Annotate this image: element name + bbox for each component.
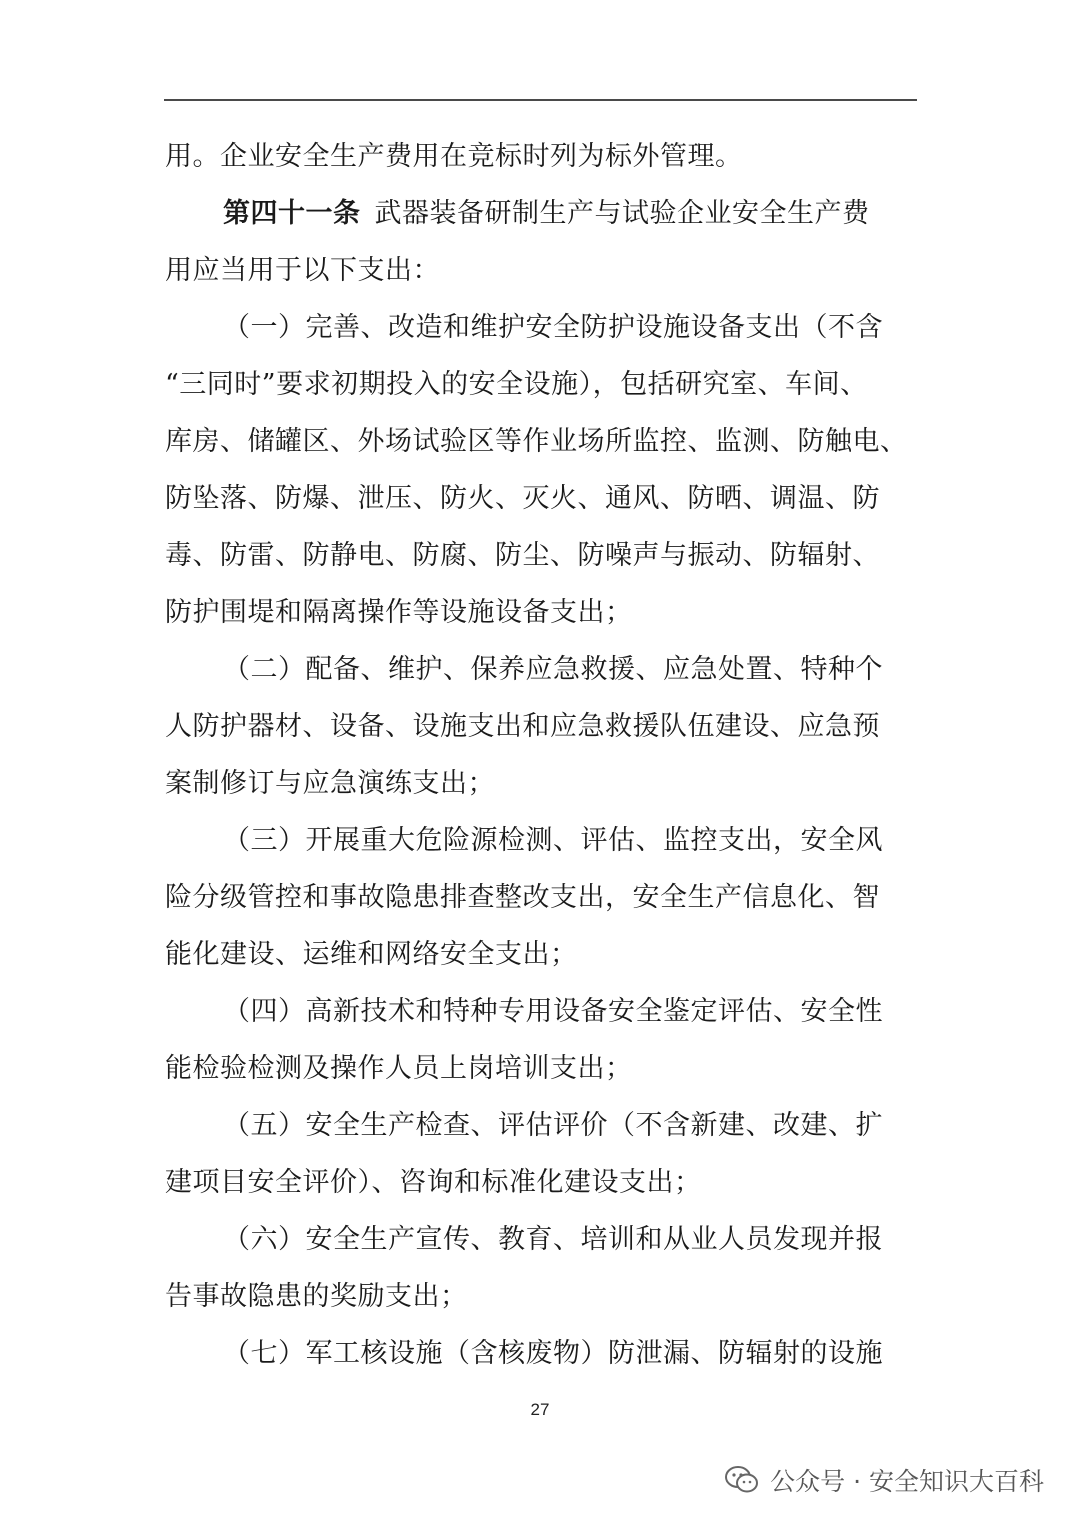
watermark-text: 公众号 · 安全知识大百科 — [770, 1467, 1044, 1496]
line-text: 能检验检测及操作人员上岗培训支出； — [165, 1053, 633, 1084]
text-line — [165, 185, 917, 242]
line-text: 防坠落、防爆、泄压、防火、灭火、通风、防晒、调温、防 — [165, 483, 880, 514]
text-line — [165, 983, 917, 1040]
line-text: （二）配备、维护、保养应急救援、应急处置、特种个 — [223, 654, 883, 685]
text-line — [165, 584, 917, 641]
text-line — [165, 755, 917, 812]
article-number: 第四十一条 — [223, 198, 361, 229]
line-text: 库房、储罐区、外场试验区等作业场所监控、监测、防触电、 — [165, 426, 908, 457]
text-line — [165, 242, 917, 299]
text-line — [165, 128, 917, 185]
line-text: 建项目安全评价）、咨询和标准化建设支出； — [165, 1167, 702, 1198]
text-line — [165, 1097, 917, 1154]
line-text: 能化建设、运维和网络安全支出； — [165, 939, 578, 970]
line-text: 用。企业安全生产费用在竞标时列为标外管理。 — [165, 141, 743, 172]
text-line — [165, 1211, 917, 1268]
document-body — [165, 128, 917, 1382]
line-text: 防护围堤和隔离操作等设施设备支出； — [165, 597, 633, 628]
text-line — [165, 1040, 917, 1097]
line-text: （七）军工核设施（含核废物）防泄漏、防辐射的设施 — [223, 1338, 883, 1369]
text-line — [165, 1268, 917, 1325]
line-text: 用应当用于以下支出： — [165, 255, 440, 286]
watermark — [724, 1462, 1044, 1498]
text-line — [165, 299, 917, 356]
line-text: 险分级管控和事故隐患排查整改支出，安全生产信息化、智 — [165, 882, 880, 913]
text-line — [165, 527, 917, 584]
line-text: （三）开展重大危险源检测、评估、监控支出，安全风 — [223, 825, 883, 856]
text-line — [165, 641, 917, 698]
line-text: “三同时”要求初期投入的安全设施），包括研究室、车间、 — [165, 369, 868, 400]
line-text: 人防护器材、设备、设施支出和应急救援队伍建设、应急预 — [165, 711, 880, 742]
line-text: 毒、防雷、防静电、防腐、防尘、防噪声与振动、防辐射、 — [165, 540, 880, 571]
line-text: 案制修订与应急演练支出； — [165, 768, 495, 799]
text-line — [165, 413, 917, 470]
text-line — [165, 812, 917, 869]
text-line — [165, 698, 917, 755]
text-line — [165, 869, 917, 926]
line-text: 告事故隐患的奖励支出； — [165, 1281, 468, 1312]
line-text: （五）安全生产检查、评估评价（不含新建、改建、扩 — [223, 1110, 883, 1141]
header-rule — [164, 99, 917, 101]
text-line — [165, 1325, 917, 1382]
page-number: 27 — [530, 1400, 550, 1419]
line-text: （四）高新技术和特种专用设备安全鉴定评估、安全性 — [223, 996, 883, 1027]
text-line — [165, 356, 917, 413]
line-text: 武器装备研制生产与试验企业安全生产费 — [374, 198, 870, 229]
line-text: （六）安全生产宣传、教育、培训和从业人员发现并报 — [223, 1224, 883, 1255]
text-line — [165, 470, 917, 527]
line-text: （一）完善、改造和维护安全防护设施设备支出（不含 — [223, 312, 883, 343]
wechat-icon — [724, 1465, 760, 1495]
text-line — [165, 1154, 917, 1211]
text-line — [165, 926, 917, 983]
